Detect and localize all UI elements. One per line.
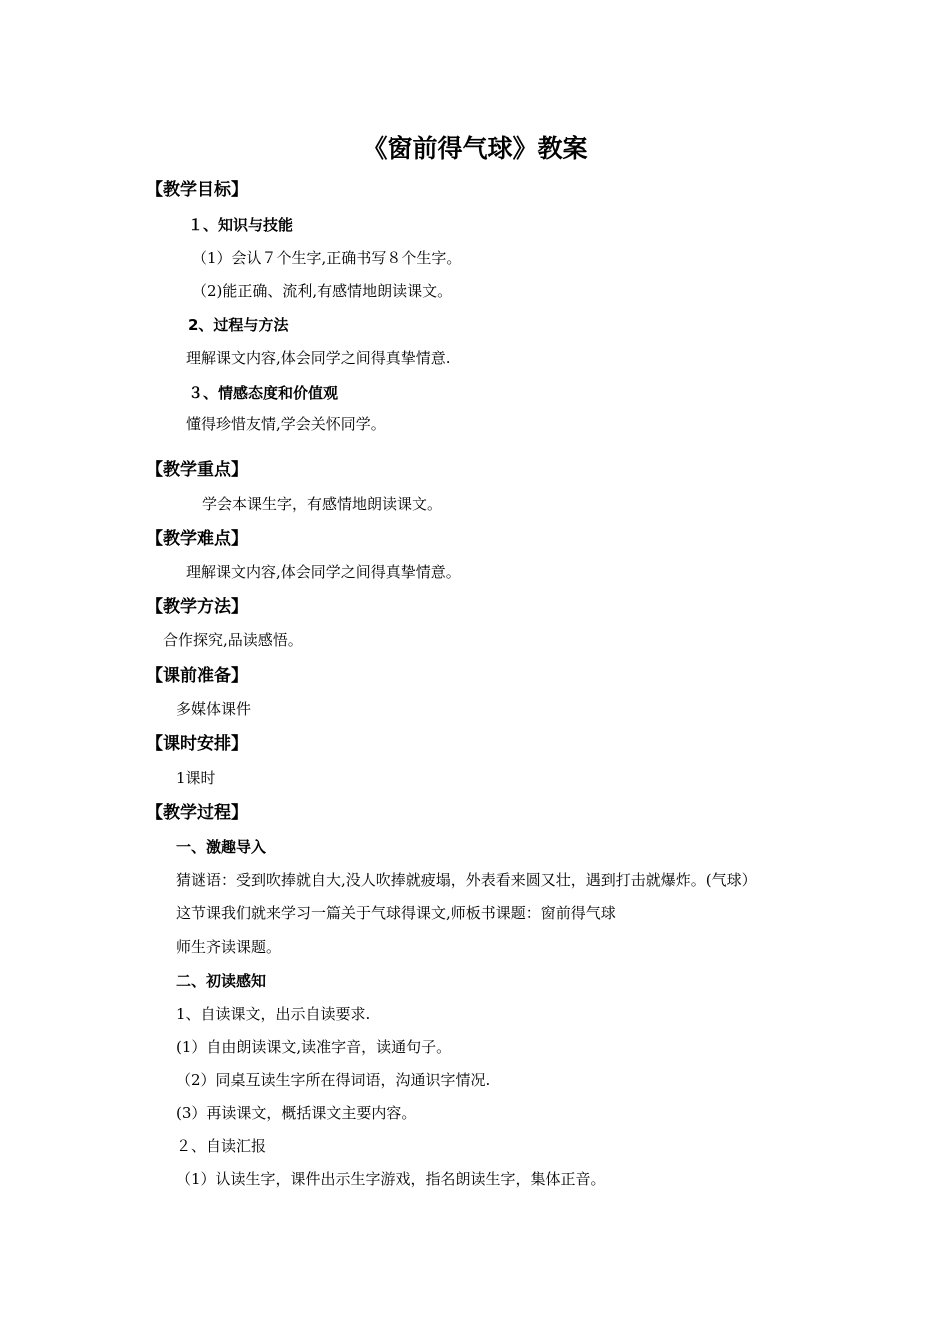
knowledge-heading: １、知识与技能	[188, 216, 294, 234]
preparation-heading: 【课前准备】	[146, 666, 248, 686]
process-method-text: 理解课文内容,体会同学之间得真挚情意.	[186, 349, 451, 367]
part2-line: (3）再读课文，概括课文主要内容。	[176, 1104, 417, 1122]
document-title: 《窗前得气球》教案	[362, 134, 588, 163]
part2-line: （1）认读生字，课件出示生字游戏，指名朗读生字，集体正音。	[176, 1170, 606, 1188]
part2-line: ２、自读汇报	[176, 1137, 267, 1155]
part1-heading: 一、激趣导入	[176, 838, 267, 856]
schedule-heading: 【课时安排】	[146, 734, 248, 754]
key-points-heading: 【教学重点】	[146, 460, 248, 480]
knowledge-item: （1）会认７个生字,正确书写８个生字。	[192, 249, 462, 267]
part1-line: 猜谜语：受到吹捧就自大,没人吹捧就疲塌，外表看来圆又壮，遇到打击就爆炸。(气球）	[176, 871, 757, 889]
part2-heading: 二、初读感知	[176, 972, 267, 990]
part2-line: （2）同桌互读生字所在得词语，沟通识字情况.	[176, 1071, 491, 1089]
part2-line: (1）自由朗读课文,读准字音，读通句子。	[176, 1038, 452, 1056]
key-points-text: 学会本课生字，有感情地朗读课文。	[202, 495, 443, 513]
methods-text: 合作探究,品读感悟。	[163, 631, 303, 649]
process-heading: 【教学过程】	[146, 803, 248, 823]
emotion-text: 懂得珍惜友情,学会关怀同学。	[186, 415, 386, 433]
knowledge-item: （2)能正确、流利,有感情地朗读课文。	[192, 282, 453, 300]
part1-line: 这节课我们就来学习一篇关于气球得课文,师板书课题：窗前得气球	[176, 904, 616, 922]
difficulties-text: 理解课文内容,体会同学之间得真挚情意。	[186, 563, 461, 581]
preparation-text: 多媒体课件	[176, 700, 252, 718]
difficulties-heading: 【教学难点】	[146, 529, 248, 549]
schedule-text: 1课时	[176, 769, 216, 787]
methods-heading: 【教学方法】	[146, 597, 248, 617]
emotion-heading: ３、情感态度和价值观	[188, 384, 339, 402]
part1-line: 师生齐读课题。	[176, 938, 282, 956]
process-method-heading: 2、过程与方法	[188, 316, 289, 334]
objectives-heading: 【教学目标】	[146, 180, 248, 200]
part2-line: 1、自读课文，出示自读要求.	[176, 1005, 371, 1023]
